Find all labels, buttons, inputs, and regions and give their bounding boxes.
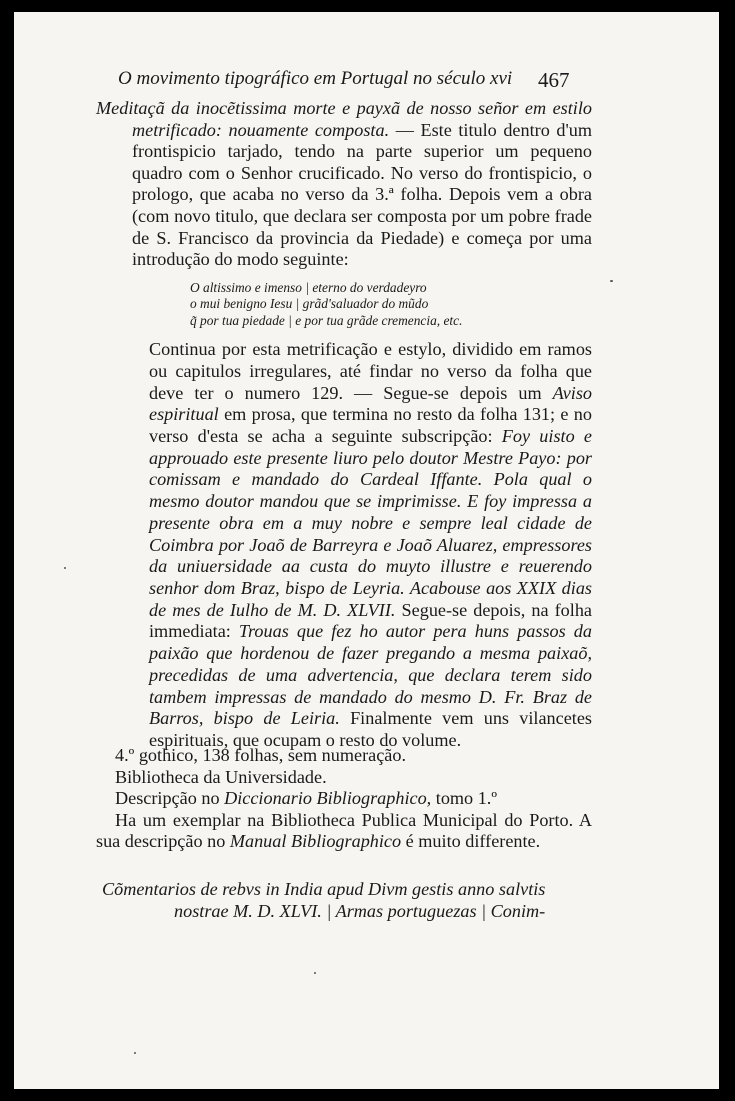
- entry2-title-line-1: Cõmentarios de rebvs in India apud Divm gestis anno salvtis: [102, 879, 546, 899]
- porto-work: Manual Bibliographico: [229, 831, 402, 852]
- paper-speck: [314, 972, 316, 974]
- library-line: Bibliotheca da Universidade.: [115, 766, 327, 787]
- p2-subscription: Foy uisto e approuado este presente liuro pelo doutor Mestre Payo: por comissam e mandado do Cardeal Iffante. Pola qual o mesmo doutor mandou que se imprimisse. E foy impressa a presente obra em a muy nobre e sempre leal cidade de Coimbra por Joaõ de Barreyra e Joaõ Aluarez, empressores da uniuersidade aa custa do muyto illustre e reuerendo senhor dom Braz, bispo de Leyria. Acabouse aos XXIX dias de mes de Iulho de M. D. XLVII.: [149, 426, 592, 620]
- description-suffix: tomo 1.º: [431, 788, 497, 809]
- bibliographic-entry-commentarios: [102, 878, 592, 922]
- page-number: 467: [538, 68, 570, 92]
- p2-trouas-title: Trouas que fez ho autor pera huns passos da paixão que hordenou de fazer pregando a mesma paixaõ, precedidas de uma advertencia, que declara terem sido tambem impressas de mandado do mesmo D. Fr. Braz de Barros, bispo de Leiria.: [149, 621, 592, 729]
- entry-description: — Este titulo dentro d'um frontispicio tarjado, tendo na parte superior um pequeno quadro com o Senhor crucificado. No verso do frontispicio, o prologo, que acaba no verso da 3.ª folha. Depois vem a obra (com novo titulo, que declara ser composta por um pobre frade de S. Francisco da provincia da Piedade) e começa por uma introdução do modo seguinte:: [132, 119, 592, 270]
- description-line: [96, 788, 592, 810]
- p2-aviso-title: Aviso espiritual: [149, 382, 592, 425]
- paper-speck: [64, 567, 66, 569]
- paper-speck: [134, 1052, 136, 1054]
- p2-text-c: Segue-se depois, na folha immediata:: [149, 599, 592, 642]
- verse-line-3: q̃ por tua piedade | e por tua grãde cremencia, etc.: [190, 312, 463, 328]
- porto-text-a: Ha um exemplar na Bibliotheca Publica Municipal do Porto. A sua descripção no: [96, 809, 592, 852]
- p2-text-d: Finalmente vem uns vilancetes espirituais, que ocupam o resto do volume.: [149, 708, 592, 750]
- running-header: [118, 68, 618, 90]
- format-line: 4.º gothico, 138 folhas, sem numeração.: [115, 745, 407, 765]
- verse-quotation: [190, 280, 592, 330]
- porto-text-b: é muito differente.: [401, 831, 541, 852]
- entry-info-block: [96, 745, 592, 853]
- p2-text-b: em prosa, que termina no resto da folha 131; e no verso d'esta se acha a seguinte subscripção:: [149, 404, 592, 447]
- verse-line-2: o mui benigno Iesu | grãd'saluador do mũdo: [190, 296, 429, 312]
- entry-paragraph-2: [149, 339, 592, 751]
- entry-title: Meditaçã da inocẽtissima morte e payxã de nosso señor em estilo metrificado: nouamente composta.: [96, 98, 592, 140]
- verse-line-1: O altissimo e imenso | eterno do verdadeyro: [190, 279, 427, 295]
- porto-paragraph: [96, 810, 592, 853]
- paper-speck: [610, 280, 613, 282]
- description-work: Diccionario Bibliographico,: [224, 788, 432, 809]
- p2-text-a: Continua por esta metrificação e estylo, dividido em ramos ou capitulos irregulares, até findar no verso da folha que deve ter o numero 129. — Segue-se depois um: [149, 339, 592, 403]
- running-title: O movimento tipográfico em Portugal no século xvi: [118, 68, 513, 89]
- entry-paragraph-1: [96, 98, 592, 271]
- entry2-title-line-2: nostrae M. D. XLVI. | Armas portuguezas | Conim-: [174, 901, 546, 921]
- bibliographic-entry-meditacam: [96, 98, 592, 752]
- description-prefix: Descripção no: [115, 788, 225, 809]
- book-page: [14, 12, 719, 1089]
